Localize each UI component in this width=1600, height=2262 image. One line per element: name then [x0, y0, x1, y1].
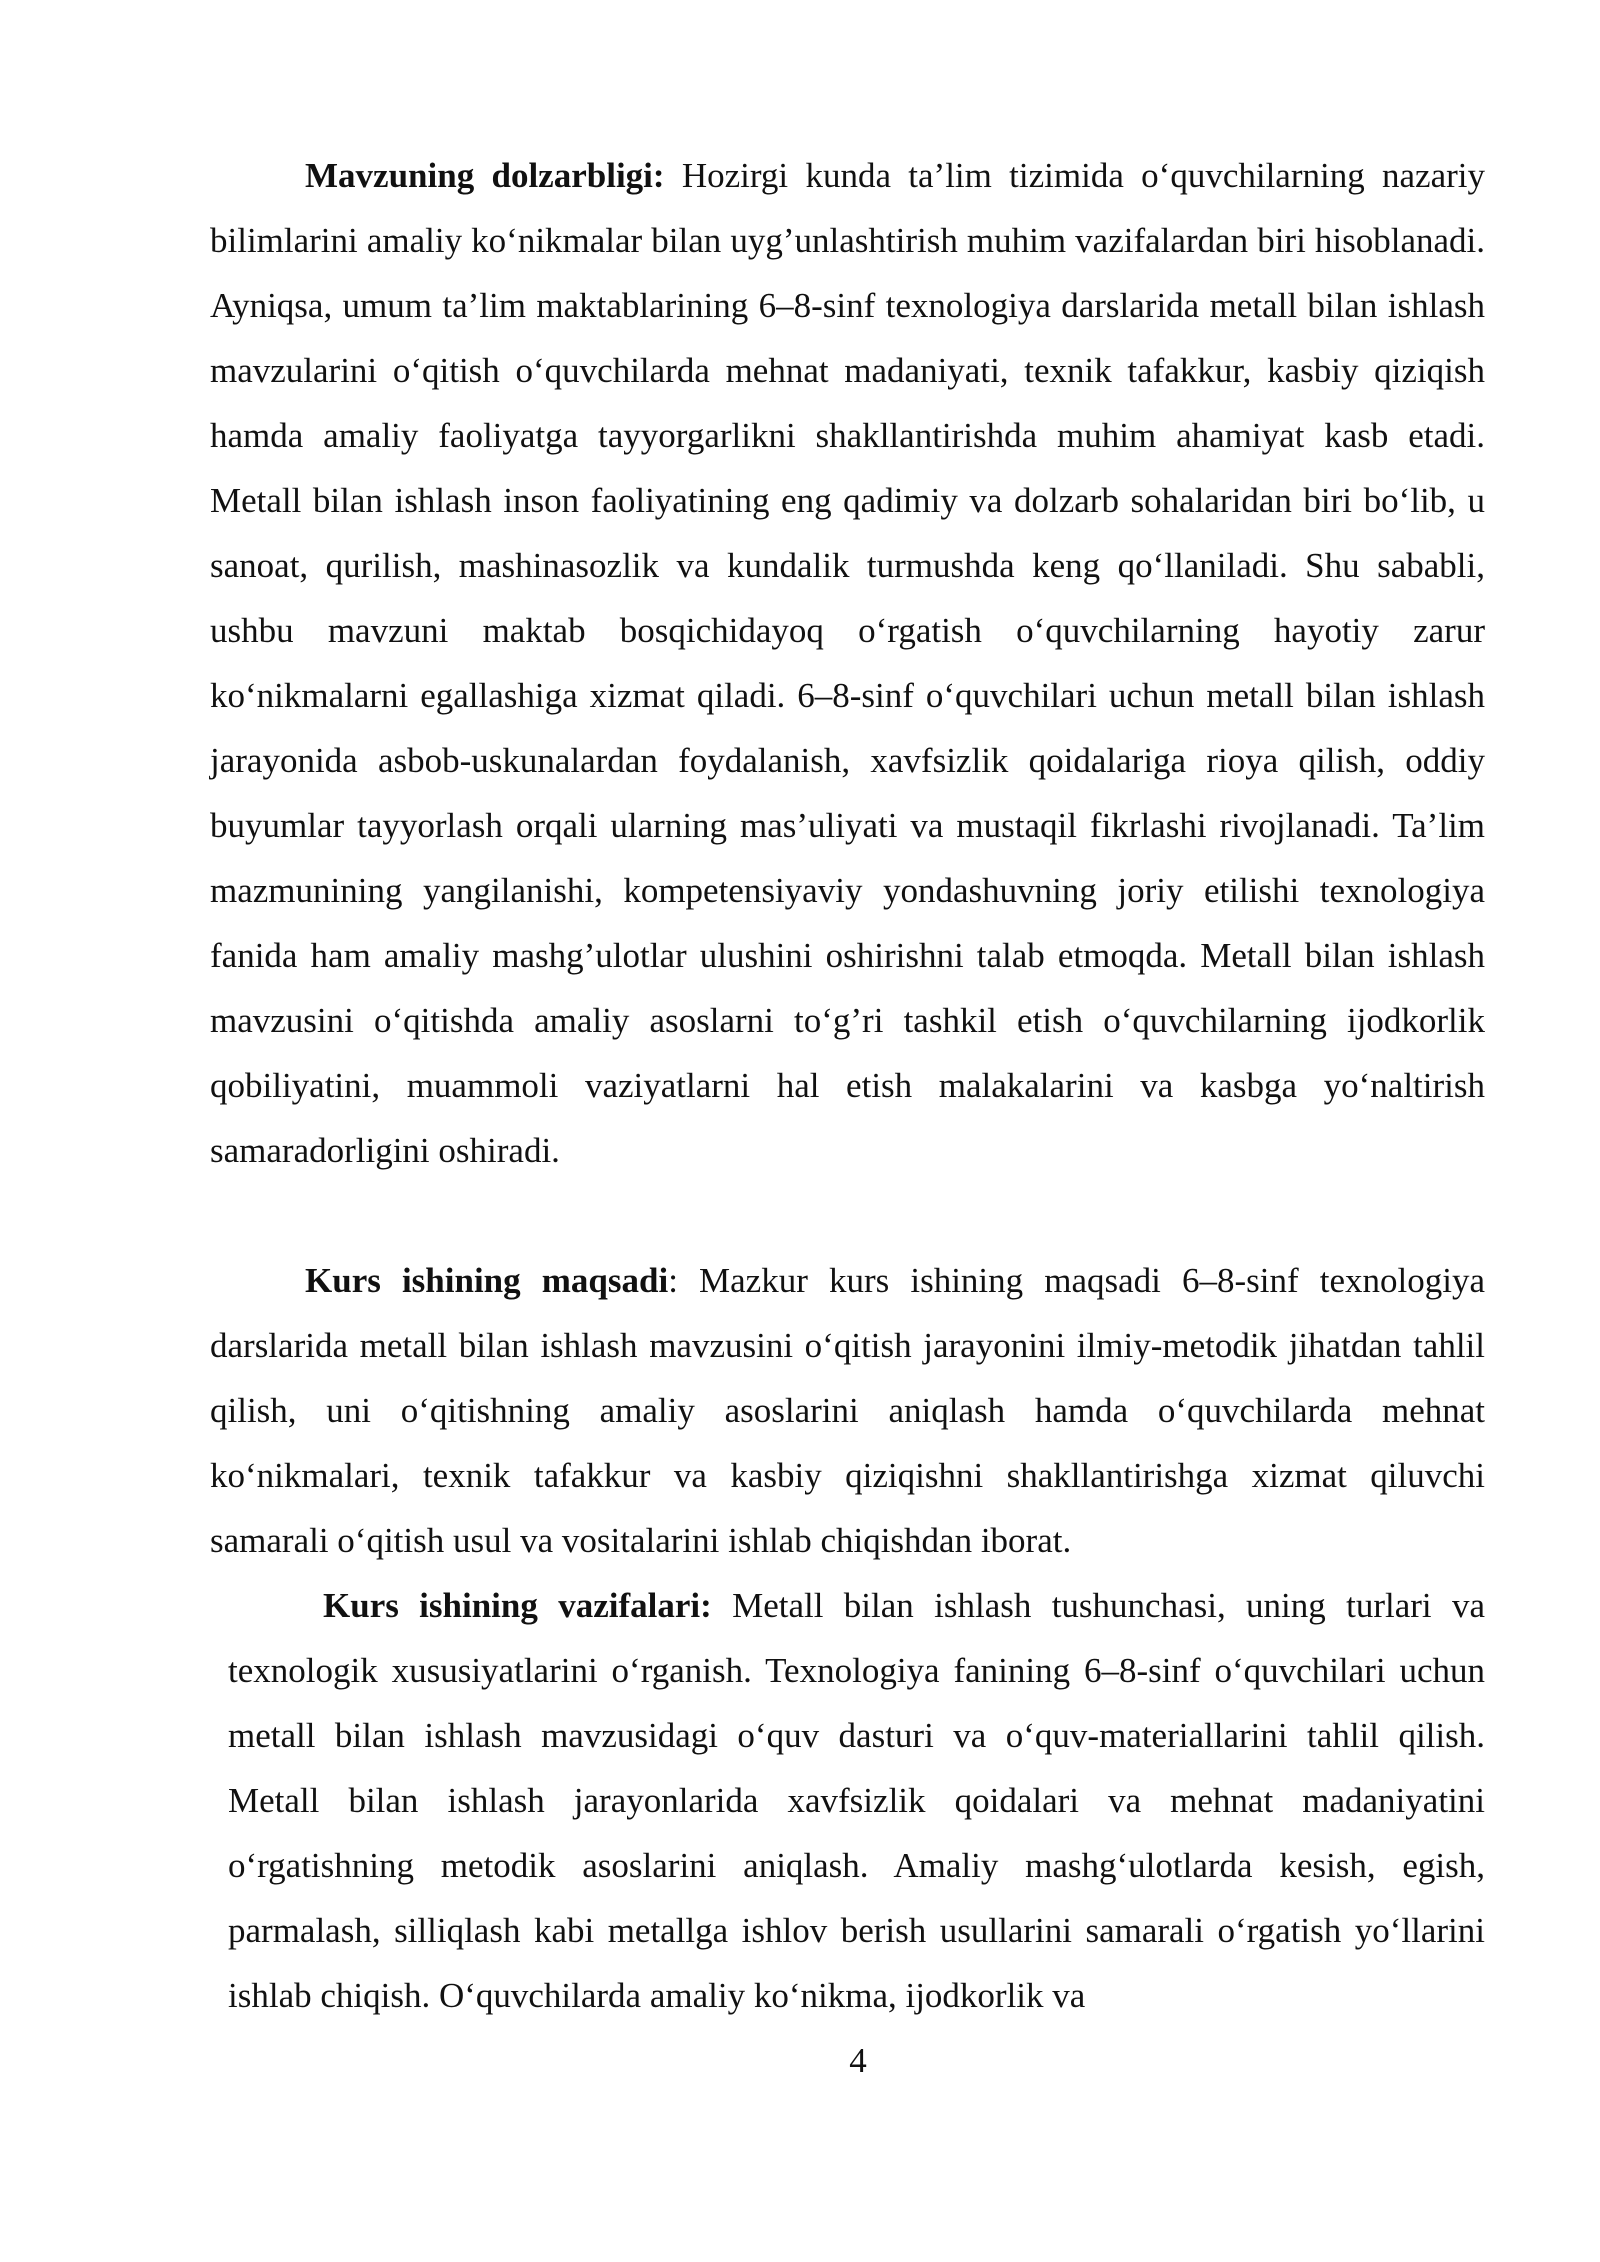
heading-goal: Kurs ishining maqsadi — [305, 1261, 669, 1300]
paragraph-goal — [210, 1248, 1485, 1573]
body-tasks: Metall bilan ishlash tushunchasi, uning turlari va texnologik xususiyatlarini o‘rganish. Texnologiya fanining 6–8-sinf o‘quvchilari uchun metall bilan ishlash mavzusidagi o‘quv dasturi va o‘quv-materiallarini tahlil qilish. Metall bilan ishlash jarayonlarida xavfsizlik qoidalari va mehnat madaniyatini o‘rgatishning metodik asoslarini aniqlash. Amaliy mashg‘ulotlarda kesish, egish, parmalash, silliqlash kabi metallga ishlov berish usullarini samarali o‘rgatish yo‘llarini ishlab chiqish. O‘quvchilarda amaliy ko‘nikma, ijodkorlik va — [228, 1586, 1485, 2015]
paragraph-relevance — [210, 143, 1485, 1183]
heading-goal-separator: : — [668, 1261, 678, 1300]
page-number: 4 — [849, 2041, 867, 2080]
heading-tasks: Kurs ishining vazifalari: — [323, 1586, 712, 1625]
heading-relevance: Mavzuning dolzarbligi: — [305, 156, 665, 195]
body-relevance: Hozirgi kunda ta’lim tizimida o‘quvchilarning nazariy bilimlarini amaliy ko‘nikmalar bilan uyg’unlashtirish muhim vazifalardan biri hisoblanadi. Ayniqsa, umum ta’lim maktablarining 6–8-sinf texnologiya darslarida metall bilan ishlash mavzularini o‘qitish o‘quvchilarda mehnat madaniyati, texnik tafakkur, kasbiy qiziqish hamda amaliy faoliyatga tayyorgarlikni shakllantirishda muhim ahamiyat kasb etadi. Metall bilan ishlash inson faoliyatining eng qadimiy va dolzarb sohalaridan biri bo‘lib, u sanoat, qurilish, mashinasozlik va kundalik turmushda keng qo‘llaniladi. Shu sababli, ushbu mavzuni maktab bosqichidayoq o‘rgatish o‘quvchilarning hayotiy zarur ko‘nikmalarni egallashiga xizmat qiladi. 6–8-sinf o‘quvchilari uchun metall bilan ishlash jarayonida asbob-uskunalardan foydalanish, xavfsizlik qoidalariga rioya qilish, oddiy buyumlar tayyorlash orqali ularning mas’uliyati va mustaqil fikrlashi rivojlanadi. Ta’lim mazmunining yangilanishi, kompetensiyaviy yondashuvning joriy etilishi texnologiya fanida ham amaliy mashg’ulotlar ulushini oshirishni talab etmoqda. Metall bilan ishlash mavzusini o‘qitishda amaliy asoslarni to‘g’ri tashkil etish o‘quvchilarning ijodkorlik qobiliyatini, muammoli vaziyatlarni hal etish malakalarini va kasbga yo‘naltirish samaradorligini oshiradi. — [210, 156, 1485, 1170]
paragraph-tasks — [228, 1573, 1485, 2028]
body-goal: Mazkur kurs ishining maqsadi 6–8-sinf texnologiya darslarida metall bilan ishlash mavzusini o‘qitish jarayonini ilmiy-metodik jihatdan tahlil qilish, uni o‘qitishning amaliy asoslarini aniqlash hamda o‘quvchilarda mehnat ko‘nikmalari, texnik tafakkur va kasbiy qiziqishni shakllantirishga xizmat qiluvchi samarali o‘qitish usul va vositalarini ishlab chiqishdan iborat. — [210, 1261, 1486, 1560]
